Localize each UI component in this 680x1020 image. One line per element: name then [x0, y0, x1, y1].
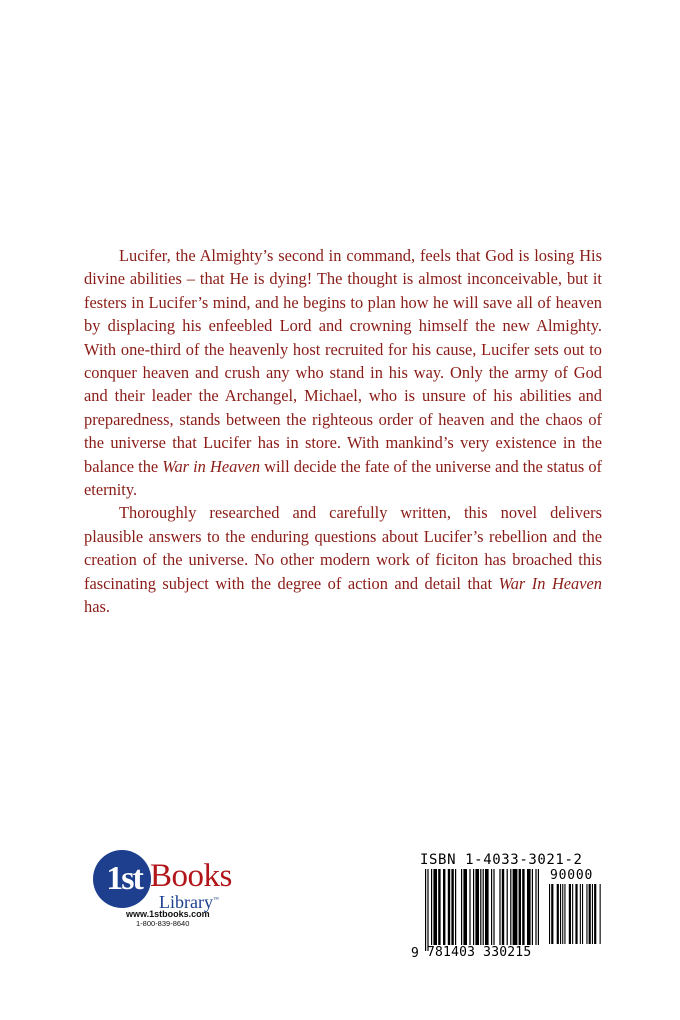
- blurb-p1-text: Lucifer, the Almighty’s second in command, feels that God is losing His divine abilities – that He is dying! The thought is almost inconceivable, but it festers in Lucifer’s mind, and he begins to plan how he will save all of heaven by displacing his enfeebled Lord and crowning himself the new Almighty. With one-third of the heavenly host recruited for his cause, Lucifer sets out to conquer heaven and crush any who stand in his way. Only the army of God and their leader the Archangel, Michael, who is unsure of his abilities and preparedness, stands between the righteous order of heaven and the chaos of the universe that Lucifer has in store. With mankind’s very existence in the balance the: [84, 246, 602, 476]
- barcode-bar: [582, 884, 583, 944]
- barcode-bar: [564, 884, 565, 944]
- barcode-bar: [451, 869, 453, 945]
- logo-library-word: Library: [159, 892, 213, 912]
- barcode-bar: [569, 884, 571, 944]
- blurb-paragraph-1: [84, 244, 602, 501]
- barcode-bar: [535, 869, 536, 945]
- blurb-paragraph-2: [84, 501, 602, 618]
- isbn-barcode: [410, 852, 615, 964]
- barcode-bar: [493, 869, 494, 945]
- barcode-first-digit: 9: [411, 946, 419, 961]
- barcode-bar: [549, 884, 550, 944]
- barcode-bar: [513, 869, 518, 945]
- trademark-mark: ™: [212, 897, 219, 903]
- logo-books: Books: [150, 858, 232, 894]
- barcode-bar: [448, 869, 450, 945]
- barcode-bar: [572, 884, 573, 944]
- barcode-bar: [600, 884, 601, 944]
- barcode-bar: [480, 869, 481, 945]
- barcode-bar: [589, 884, 591, 944]
- barcode-bar: [433, 869, 437, 945]
- barcode-bar: [483, 869, 484, 945]
- isbn-label: ISBN 1-4033-3021-2: [420, 852, 583, 868]
- barcode-bar: [473, 869, 474, 945]
- barcode-bar: [502, 869, 504, 945]
- barcode-bar: [532, 869, 533, 945]
- barcode-bar: [510, 869, 511, 945]
- barcode-bar: [469, 869, 470, 945]
- barcode-bar: [491, 869, 492, 945]
- barcode-bar: [575, 884, 577, 944]
- barcode-bar: [431, 869, 432, 945]
- barcode-digits: 781403 330215: [427, 945, 532, 960]
- barcode-bar: [586, 884, 587, 944]
- barcode-bar: [499, 869, 500, 945]
- barcode-bar: [485, 869, 489, 945]
- barcode-bar: [427, 869, 428, 951]
- barcode-bar: [463, 869, 467, 945]
- barcode-bar: [594, 884, 596, 944]
- barcode-bar: [425, 869, 426, 951]
- back-cover-blurb: [84, 244, 602, 619]
- book-title-italic: War in Heaven: [162, 456, 261, 476]
- barcode-bar: [519, 869, 521, 945]
- blurb-p2-text: Thoroughly researched and carefully written, this novel delivers plausible answers to the enduring questions about Lucifer’s rebellion and the creation of the universe. No other modern work of ficiton has broached this fascinating subject with the degree of action and detail that: [84, 503, 602, 593]
- barcode-bar: [527, 869, 531, 945]
- addon-bars: [549, 884, 611, 950]
- barcode-bar: [522, 869, 524, 945]
- barcode-bar: [560, 884, 561, 944]
- barcode-bar: [443, 869, 445, 945]
- blurb-p1-end: will decide the fate of the universe and the status of eternity.: [84, 456, 603, 500]
- barcode-bar: [592, 884, 593, 944]
- barcode-bar: [551, 884, 553, 944]
- publisher-logo: [86, 850, 246, 930]
- publisher-website: www.1stbooks.com: [126, 909, 210, 919]
- barcode-bar: [580, 884, 581, 944]
- barcode-bar: [438, 869, 440, 945]
- barcode-bar: [461, 869, 462, 945]
- barcode-bar: [538, 869, 539, 945]
- barcode-bar: [562, 884, 563, 944]
- barcode-bar: [557, 884, 559, 944]
- barcode-bar: [475, 869, 479, 945]
- barcode-bar: [507, 869, 508, 945]
- price-addon-digits: 90000: [550, 868, 594, 883]
- barcode-bar: [455, 869, 456, 945]
- logo-1st: 1st: [106, 860, 142, 897]
- blurb-p2-end: has.: [84, 597, 110, 617]
- publisher-phone: 1-800-839-8640: [136, 919, 190, 928]
- book-title-italic: War In Heaven: [498, 573, 602, 593]
- ean13-bars: [425, 869, 543, 951]
